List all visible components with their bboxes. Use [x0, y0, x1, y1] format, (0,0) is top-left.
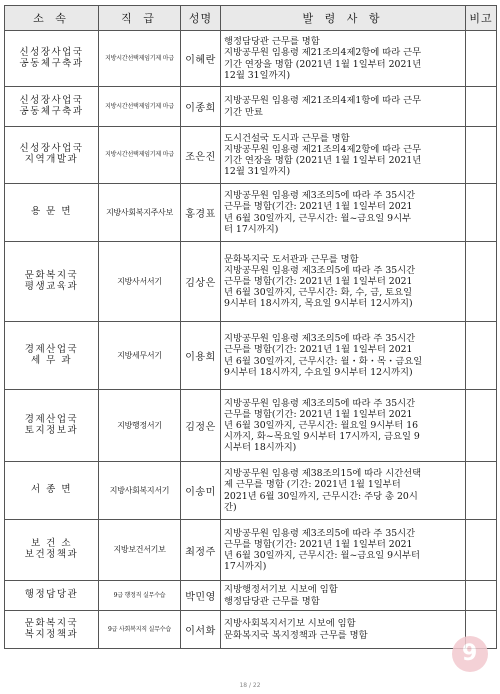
rank-cell: 9급 행정직 실무수습 — [99, 581, 181, 611]
dept-cell: 경제산업국 토지정보과 — [5, 390, 99, 462]
name-cell: 이용희 — [181, 322, 221, 390]
note-cell — [466, 87, 497, 127]
table-header-row — [5, 6, 497, 31]
note-cell — [466, 322, 497, 390]
table-row — [5, 184, 497, 242]
rank-cell: 지방시간선택제임기제 마급 — [99, 87, 181, 127]
dept-cell: 행정담당관 — [5, 581, 99, 611]
order-cell: 지방공무원 임용령 제3조의5에 따라 주 35시간 근무를 명함(기간: 2021년 1월 1일부터 2021 년 6월 30일까지, 근무시간: 월・화・목・금요일 9시부터 18시까지, 수요일 9시부터 12시까지) — [221, 322, 466, 390]
dept-cell: 신성장사업국 공동체구축과 — [5, 87, 99, 127]
order-cell: 지방공무원 임용령 제38조의15에 따라 시간선택 제 근무를 명함 (기간: 2021년 1월 1일부터 2021년 6월 30일까지, 근무시간: 주당 총 20시 간) — [221, 462, 466, 520]
name-cell: 조은진 — [181, 127, 221, 184]
name-cell: 최정주 — [181, 520, 221, 581]
note-cell — [466, 520, 497, 581]
name-cell: 김상은 — [181, 242, 221, 322]
order-cell: 지방사회복지서기보 시보에 임함 문화복지국 복지정책과 근무를 명함 — [221, 611, 466, 649]
order-cell: 지방공무원 임용령 제3조의5에 따라 주 35시간 근무를 명함(기간: 2021년 1월 1일부터 2021 년 6월 30일까지, 근무시간: 월~금요일 9시부터 17시까지) — [221, 520, 466, 581]
name-cell: 홍경표 — [181, 184, 221, 242]
name-cell: 이송미 — [181, 462, 221, 520]
order-cell: 지방공무원 임용령 제3조의5에 따라 주 35시간 근무를 명함(기간: 2021년 1월 1일부터 2021 년 6월 30일까지, 근무시간: 월~금요일 9시부 터 17시까지) — [221, 184, 466, 242]
note-cell — [466, 31, 497, 87]
dept-cell: 용 문 면 — [5, 184, 99, 242]
table-row — [5, 127, 497, 184]
dept-cell: 문화복지국 평생교육과 — [5, 242, 99, 322]
dept-cell: 신성장사업국 공동체구축과 — [5, 31, 99, 87]
dept-cell: 신성장사업국 지역개발과 — [5, 127, 99, 184]
rank-cell: 지방시간선택제임기제 마급 — [99, 127, 181, 184]
rank-cell: 지방사회복지주사보 — [99, 184, 181, 242]
table-row — [5, 520, 497, 581]
table-row — [5, 31, 497, 87]
order-cell: 지방공무원 임용령 제3조의5에 따라 주 35시간 근무를 명함(기간: 2021년 1월 1일부터 2021 년 6월 30일까지, 근무시간: 월요일 9시부터 16 시까지, 화~목요일 9시부터 17시까지, 금요일 9 시부터 18시까지) — [221, 390, 466, 462]
rank-cell: 지방사회복지서기 — [99, 462, 181, 520]
order-cell: 지방공무원 임용령 제21조의4제1항에 따라 근무 기간 만료 — [221, 87, 466, 127]
dept-cell: 문화복지국 복지정책과 — [5, 611, 99, 649]
order-cell: 행정담당관 근무를 명함 지방공무원 임용령 제21조의4제2항에 따라 근무 기간 연장을 명함 (2021년 1월 1일부터 2021년 12월 31일까지) — [221, 31, 466, 87]
rank-cell: 지방사서서기 — [99, 242, 181, 322]
note-cell — [466, 127, 497, 184]
order-cell: 지방행정서기보 시보에 임함 행정담당관 근무를 명함 — [221, 581, 466, 611]
header-order: 발 령 사 항 — [221, 6, 466, 31]
table-row — [5, 87, 497, 127]
rank-cell: 9급 사회복지직 실무수습 — [99, 611, 181, 649]
rank-cell: 지방세무서기 — [99, 322, 181, 390]
note-cell — [466, 581, 497, 611]
note-cell — [466, 242, 497, 322]
table-row — [5, 242, 497, 322]
table-row — [5, 611, 497, 649]
header-name: 성명 — [181, 6, 221, 31]
name-cell: 박민영 — [181, 581, 221, 611]
dept-cell: 경제산업국 세 무 과 — [5, 322, 99, 390]
note-cell — [466, 462, 497, 520]
header-dept: 소 속 — [5, 6, 99, 31]
note-cell — [466, 390, 497, 462]
logo-glyph: 9 — [462, 641, 478, 666]
order-cell: 도시건설국 도시과 근무를 명함 지방공무원 임용령 제21조의4제2항에 따라 근무 기간 연장을 명함 (2021년 1월 1일부터 2021년 12월 31일까지) — [221, 127, 466, 184]
note-cell — [466, 184, 497, 242]
order-cell: 문화복지국 도서관과 근무를 명함 지방공무원 임용령 제3조의5에 따라 주 35시간 근무를 명함(기간: 2021년 1월 1일부터 2021 년 6월 30일까지, 근무시간: 화, 수, 금, 토요일 9시부터 18시까지, 목요일 9시부터 12시까지) — [221, 242, 466, 322]
name-cell: 김정은 — [181, 390, 221, 462]
dept-cell: 보 건 소 보건정책과 — [5, 520, 99, 581]
personnel-order-table — [4, 5, 497, 649]
table-row — [5, 462, 497, 520]
table-row — [5, 322, 497, 390]
watermark-logo-icon — [452, 636, 488, 672]
rank-cell: 지방행정서기 — [99, 390, 181, 462]
dept-cell: 서 종 면 — [5, 462, 99, 520]
header-rank: 직 급 — [99, 6, 181, 31]
table-row — [5, 390, 497, 462]
name-cell: 이서화 — [181, 611, 221, 649]
table-row — [5, 581, 497, 611]
name-cell: 이종희 — [181, 87, 221, 127]
name-cell: 이혜란 — [181, 31, 221, 87]
rank-cell: 지방보건서기보 — [99, 520, 181, 581]
page-number: 18 / 22 — [239, 682, 261, 689]
header-note: 비고 — [466, 6, 497, 31]
rank-cell: 지방시간선택제임기제 마급 — [99, 31, 181, 87]
